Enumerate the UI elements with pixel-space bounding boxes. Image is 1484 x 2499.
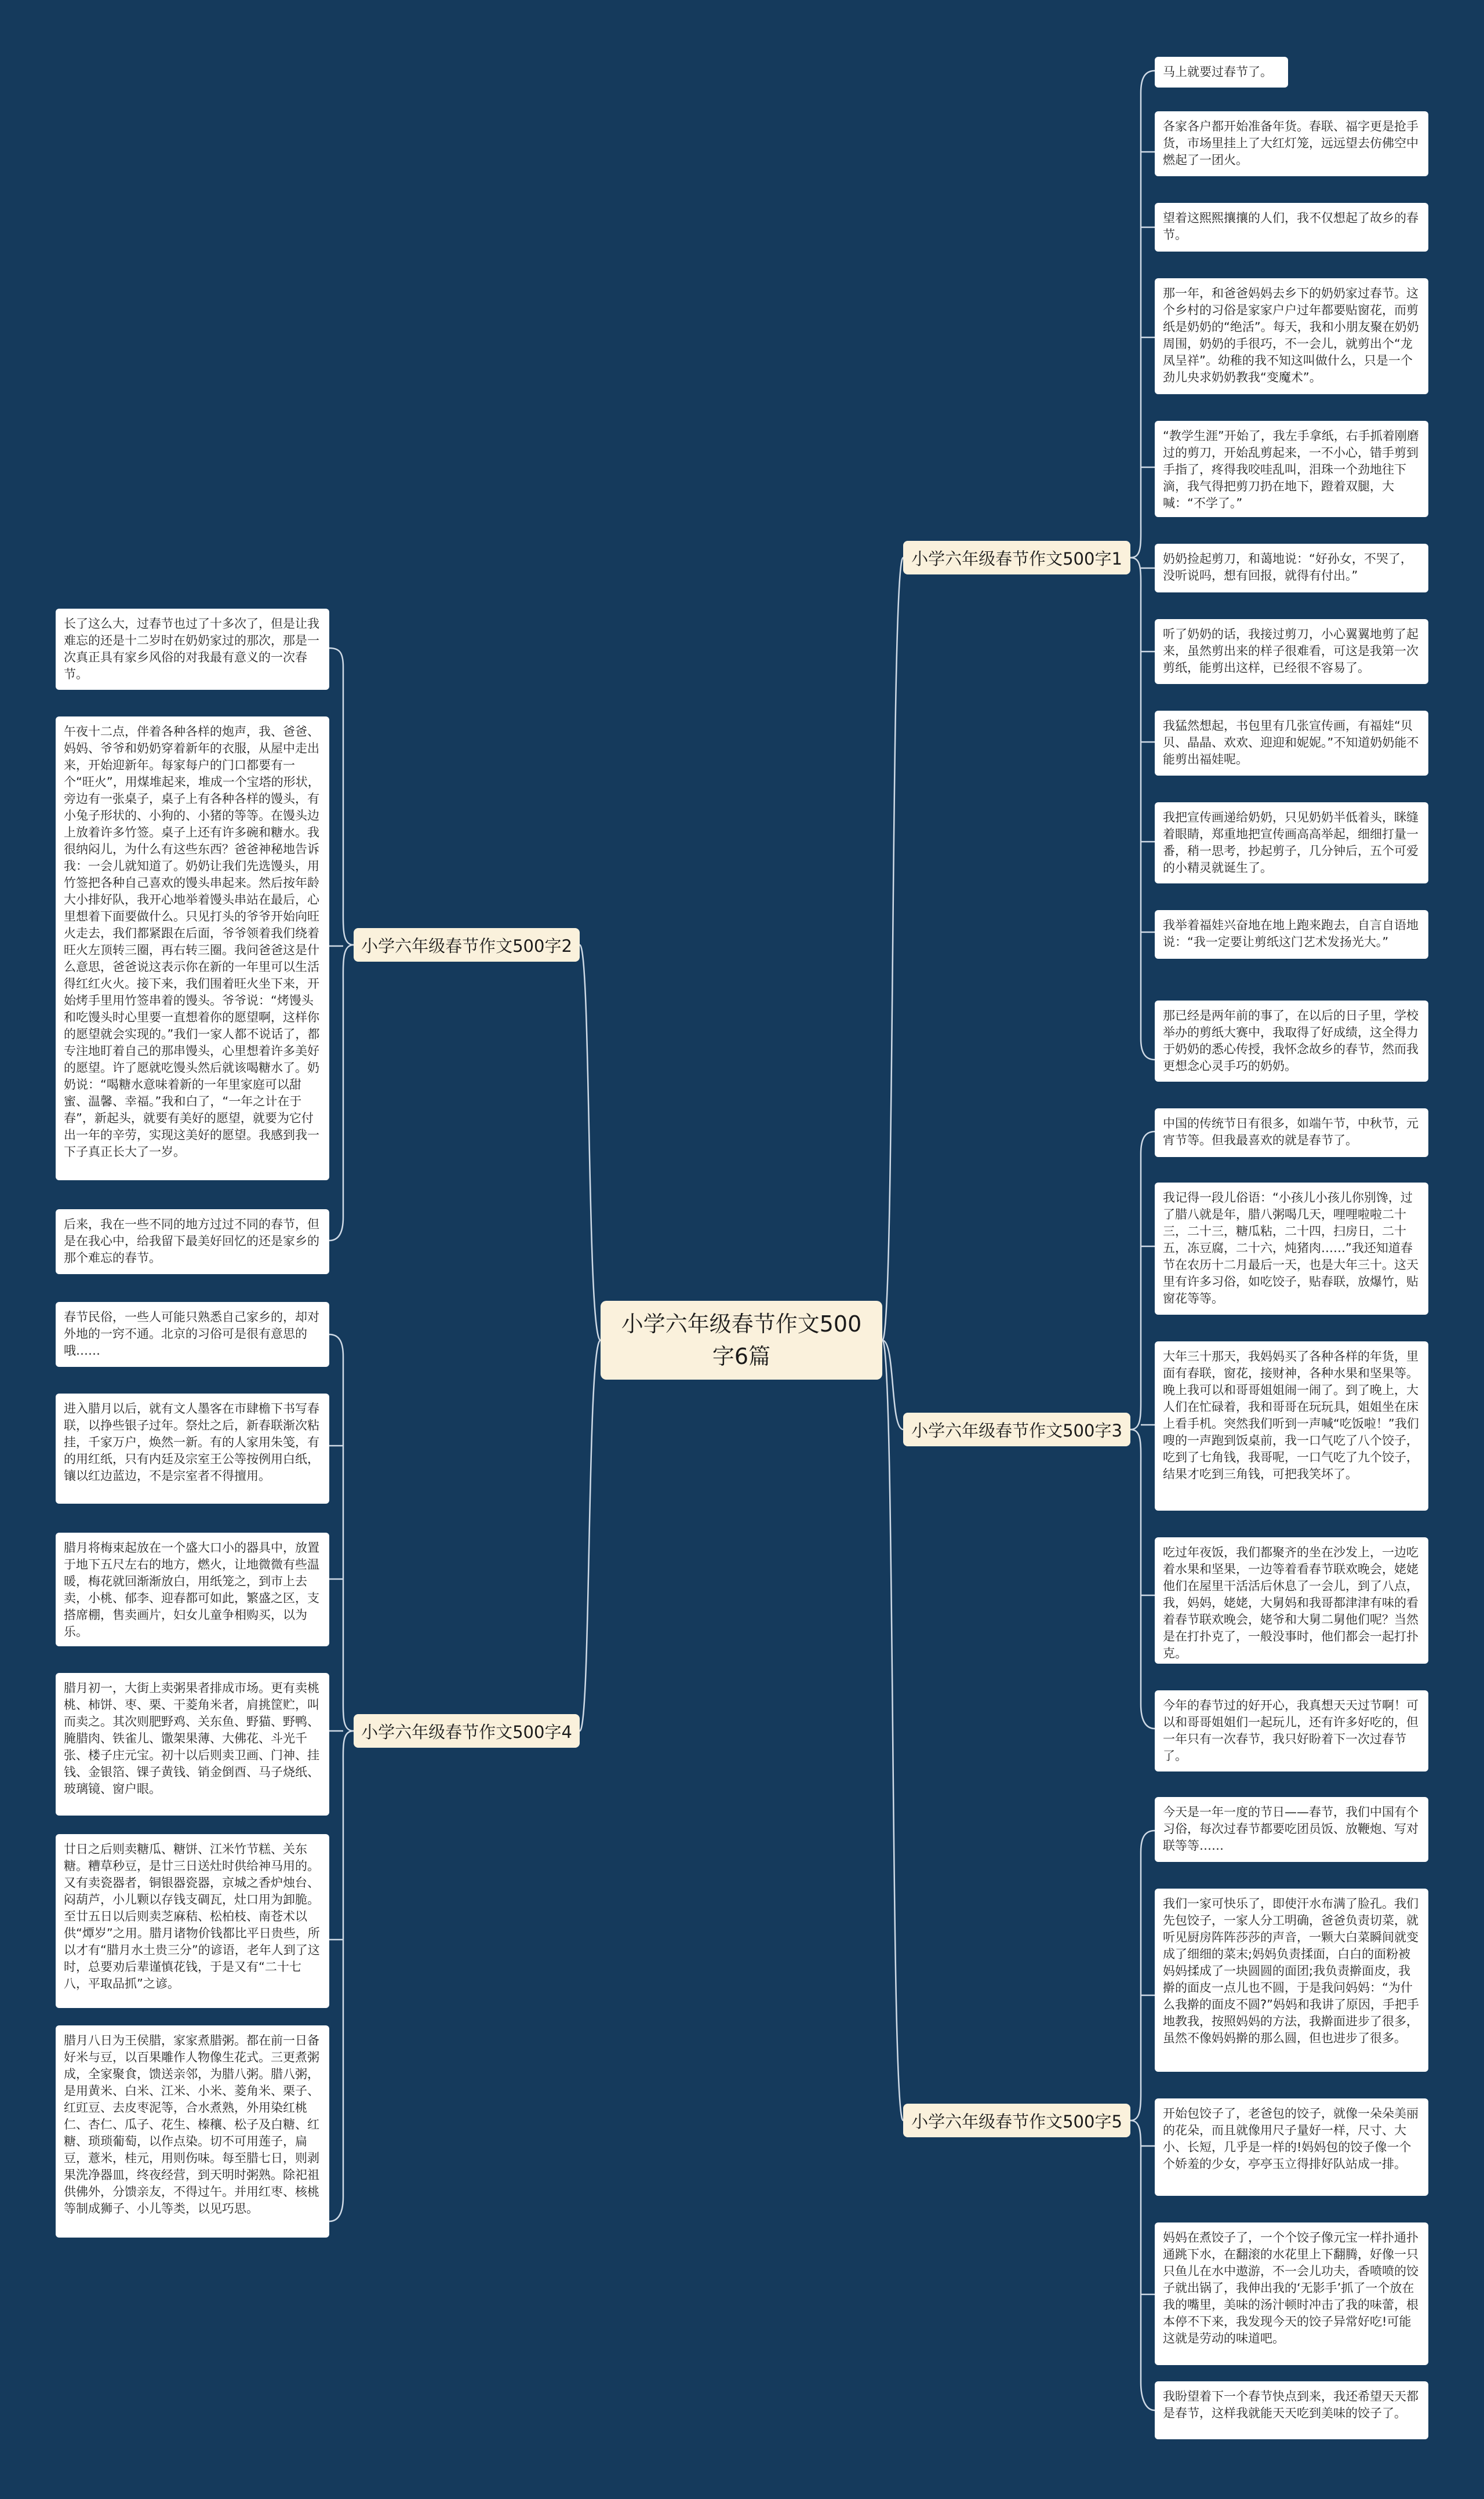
leaf-note[interactable]: 我记得一段儿俗语：“小孩儿小孩儿你别馋，过了腊八就是年，腊八粥喝几天，哩哩啦啦二十三，二十三，糖瓜粘，二十四，扫房日，二十五，冻豆腐，二十六，炖猪肉……”我还知道春节在农历十二月最后一天，也是大年三十。这天里有许多习俗，如吃饺子，贴春联，放爆竹，贴窗花等等。 [1155,1183,1428,1315]
link-root-b2 [580,945,601,1340]
link-root-b4 [580,1340,601,1731]
branch-node-1[interactable] [903,541,1130,574]
leaf-note[interactable]: “教学生涯”开始了，我左手拿纸，右手抓着刚磨过的剪刀，开始乱剪起来，一不小心，错手剪到手指了，疼得我咬哇乱叫，泪珠一个劲地往下滴，我气得把剪刀扔在地下，蹬着双腿，大喊：“不学了。” [1155,421,1428,517]
ticks-b1 [1141,152,1155,932]
bracket-b4 [329,1334,354,1731]
leaf-note[interactable]: 进入腊月以后，就有文人墨客在市肆檐下书写春联，以挣些银子过年。祭灶之后，新春联渐次粘挂，千家万户，焕然一新。有的人家用朱笺，有的用红纸，只有内廷及宗室王公等按例用白纸，镶以红边蓝边，不是宗室者不得擅用。 [56,1394,329,1504]
leaf-note[interactable]: 开始包饺子了，老爸包的饺子，就像一朵朵美丽的花朵，而且就像用尺子量好一样，尺寸、大小、长短，几乎是一样的!妈妈包的饺子像一个个娇羞的少女，亭亭玉立得排好队站成一排。 [1155,2098,1428,2196]
bracket-b2-lower [329,945,354,1241]
branch-node-4[interactable] [354,1714,580,1748]
leaf-note[interactable]: 腊月八日为王侯腊，家家煮腊粥。都在前一日备好米与豆，以百果雕作人物像生花式。三更煮粥成，全家聚食，馈送亲邻，为腊八粥。腊八粥，是用黄米、白米、江米、小米、菱角米、栗子、红豇豆、去皮枣泥等，合水煮熟，外用染红桃仁、杏仁、瓜子、花生、榛穰、松子及白糖、红糖、琐琐葡萄，以作点染。切不可用莲子，扁豆，薏米，桂元，用则伤味。每至腊七日，则剥果洗净器皿，终夜经营，到天明时粥熟。除祀祖供佛外，分馈亲友，不得过午。并用红枣、核桃等制成狮子、小儿等类，以见巧思。 [56,2025,329,2238]
leaf-note[interactable]: 我猛然想起，书包里有几张宣传画，有福娃“贝贝、晶晶、欢欢、迎迎和妮妮。”不知道奶奶能不能剪出福娃呢。 [1155,711,1428,776]
leaf-note[interactable]: 我们一家可快乐了，即使汗水布满了脸孔。我们先包饺子，一家人分工明确，爸爸负责切菜，就听见厨房阵阵莎莎的声音，一颗大白菜瞬间就变成了细细的菜末;妈妈负责揉面，白白的面粉被妈妈揉成了一块圆圆的面团;我负责擀面皮，我擀的面皮一点儿也不圆，于是我问妈妈：“为什么我擀的面皮不圆?”妈妈和我讲了原因，手把手地教我，按照妈妈的方法，我擀面进步了很多，虽然不像妈妈擀的那么圆，但也进步了很多。 [1155,1889,1428,2072]
leaf-note[interactable]: 听了奶奶的话，我接过剪刀，小心翼翼地剪了起来，虽然剪出来的样子很难看，可这是我第一次剪纸，能剪出这样，已经很不容易了。 [1155,619,1428,684]
leaf-note[interactable]: 妈妈在煮饺子了，一个个饺子像元宝一样扑通扑通跳下水，在翻滚的水花里上下翻腾，好像一只只鱼儿在水中遨游，不一会儿功夫，香喷喷的饺子就出锅了，我伸出我的‘无影手’抓了一个放在我的嘴里，美味的汤汁顿时冲击了我的味蕾，根本停不下来，我发现今天的饺子异常好吃!可能这就是劳动的味道吧。 [1155,2222,1428,2365]
leaf-note[interactable]: 吃过年夜饭，我们都聚齐的坐在沙发上，一边吃着水果和坚果，一边等着看春节联欢晚会，姥姥他们在屋里干活活后休息了一会儿，到了八点，我，妈妈，姥姥，大舅妈和我哥都津津有味的看着春节联欢晚会，姥爷和大舅二舅他们呢？当然是在打扑克了，一般没事时，他们都会一起打扑克。 [1155,1537,1428,1664]
bracket-b1-lower [1130,558,1155,1060]
leaf-note[interactable]: 腊月初一，大街上卖粥果者排成市场。更有卖桃桃、柿饼、枣、栗、干菱角米者，肩挑筐贮，叫而卖之。其次则肥野鸡、关东鱼、野猫、野鸭、腌腊肉、铁雀儿、馓架果薄、大佛花、斗光千张、楼子庄元宝。初十以后则卖卫画、门神、挂钱、金银箔、锞子黄钱、销金倒酉、马子烧纸、玻璃镜、窗户眼。 [56,1673,329,1816]
bracket-b5 [1130,1831,1155,2120]
leaf-note[interactable]: 大年三十那天，我妈妈买了各种各样的年货，里面有春联，窗花，接财神，各种水果和坚果等。晚上我可以和哥哥姐姐闹一闹了。到了晚上，大人们在忙碌着，我和哥哥在玩玩具，姐姐坐在床上看手机。突然我们听到一声喊“吃饭啦！”我们嗖的一声跑到饭桌前，我一口气吃了八个饺子，吃到了七角钱，我哥呢，一口气吃了九个饺子，结果才吃到三角钱，可把我笑坏了。 [1155,1341,1428,1511]
ticks-b3 [1141,1246,1155,1595]
link-root-b5 [882,1340,903,2120]
ticks-b5 [1141,1995,1155,2294]
root-node[interactable] [601,1301,882,1380]
bracket-b5-lower [1130,2120,1155,2410]
leaf-note[interactable]: 廿日之后则卖糖瓜、糖饼、江米竹节糕、关东糖。糟草秒豆，是廿三日送灶时供给神马用的。又有卖瓷器者，铜银器瓷器，京城之香炉烛台、闷葫芦，小儿颗以存钱支碉瓦，灶口用为卸脆。至廿五日以后则卖芝麻秸、松柏枝、南苍术以供“燂岁”之用。腊月诸物价钱都比平日贵些，所以才有“腊月水土贵三分”的谚语，老年人到了这时，总要劝后辈谨慎花钱，于是又有“二十七八，平取品抓”之谚。 [56,1834,329,2008]
leaf-note[interactable]: 奶奶捡起剪刀，和蔼地说：“好孙女，不哭了，没听说吗，想有回报，就得有付出。” [1155,544,1428,592]
bracket-b4-lower [329,1731,354,2221]
leaf-note[interactable]: 各家各户都开始准备年货。春联、福字更是抢手货，市场里挂上了大红灯笼，远远望去仿佛空中燃起了一团火。 [1155,111,1428,176]
leaf-note[interactable]: 望着这熙熙攘攘的人们，我不仅想起了故乡的春节。 [1155,203,1428,252]
branch-node-5[interactable] [903,2104,1130,2137]
leaf-note[interactable]: 春节民俗，一些人可能只熟悉自己家乡的，却对外地的一窍不通。北京的习俗可是很有意思的哦…… [56,1302,329,1367]
leaf-note[interactable]: 马上就要过春节了。 [1155,57,1288,88]
bracket-b3-lower [1130,1429,1155,1729]
leaf-note[interactable]: 后来，我在一些不同的地方过过不同的春节，但是在我心中，给我留下最美好回忆的还是家乡的那个难忘的春节。 [56,1209,329,1274]
ticks-b4 [329,1446,343,1940]
branch-node-3[interactable] [903,1413,1130,1446]
root-title: 小学六年级春节作文500字6篇 [621,1311,862,1369]
bracket-b2 [329,648,354,945]
branch-label: 小学六年级春节作文500字3 [911,1420,1122,1441]
branch-label: 小学六年级春节作文500字4 [361,1722,572,1742]
leaf-note[interactable]: 我把宣传画递给奶奶，只见奶奶半低着头，眯缝着眼睛，郑重地把宣传画高高举起，细细打量一番，稍一思考，抄起剪子，几分钟后，五个可爱的小精灵就诞生了。 [1155,802,1428,883]
leaf-note[interactable]: 今天是一年一度的节日——春节，我们中国有个习俗，每次过春节都要吃团员饭、放鞭炮、写对联等等…… [1155,1797,1428,1862]
leaf-note[interactable]: 长了这么大，过春节也过了十多次了，但是让我难忘的还是十二岁时在奶奶家过的那次，那是一次真正具有家乡风俗的对我最有意义的一次春节。 [56,609,329,690]
leaf-note[interactable]: 那已经是两年前的事了，在以后的日子里，学校举办的剪纸大赛中，我取得了好成绩，这全得力于奶奶的悉心传授，我怀念故乡的春节，然而我更想念心灵手巧的奶奶。 [1155,1001,1428,1082]
leaf-note[interactable]: 午夜十二点，伴着各种各样的炮声，我、爸爸、妈妈、爷爷和奶奶穿着新年的衣服，从屋中走出来，开始迎新年。每家每户的门口都要有一个“旺火”，用煤堆起来，堆成一个宝塔的形状，旁边有一张桌子，桌子上有各种各样的馒头，有小兔子形状的、小狗的、小猪的等等。在馒头边上放着许多竹签。桌子上还有许多碗和糖水。我很纳闷儿，为什么有这些东西？爸爸神秘地告诉我：一会儿就知道了。奶奶让我们先选馒头，用竹签把各种自己喜欢的馒头串起来。然后按年龄大小排好队，我开心地举着馒头串站在最后，心里想着下面要做什么。只见打头的爷爷开始向旺火走去，我们都紧跟在后面，爷爷领着我们绕着旺火左顶转三圈，再右转三圈。我问爸爸这是什么意思，爸爸说这表示你在新的一年里可以生活得红红火火。接下来，我们围着旺火坐下来，开始烤手里用竹签串着的馒头。爷爷说：“烤馒头和吃馒头时心里要一直想着你的愿望啊，这样你的愿望就会实现的。”我们一家人都不说话了，都专注地盯着自己的那串馒头，心里想着许多美好的愿望。许了愿就吃馒头然后就该喝糖水了。奶奶说：“喝糖水意味着新的一年里家庭可以甜蜜、温馨、幸福。”我和白了，“一年之计在于春”，新起头，就要有美好的愿望，就要为它付出一年的辛劳，实现这美好的愿望。我感到我一下子真正长大了一岁。 [56,716,329,1180]
leaf-note[interactable]: 腊月将梅束起放在一个盛大口小的器具中，放置于地下五尺左右的地方，燃火，让地微微有些温暖，梅花就回渐渐放白，用纸笼之，到市上去卖，小桃、郁李、迎春都可如此，繁盛之区，支搭席棚，售卖画片，妇女儿童争相购买，以为乐。 [56,1533,329,1646]
bracket-b3 [1130,1132,1155,1429]
bracket-b1 [1130,71,1155,558]
link-root-b1 [882,558,903,1340]
leaf-note[interactable]: 我盼望着下一个春节快点到来，我还希望天天都是春节，这样我就能天天吃到美味的饺子了。 [1155,2381,1428,2439]
branch-label: 小学六年级春节作文500字1 [911,548,1122,569]
leaf-note[interactable]: 我举着福娃兴奋地在地上跑来跑去，自言自语地说：“我一定要让剪纸这门艺术发扬光大。” [1155,910,1428,959]
branch-node-2[interactable] [354,928,580,962]
leaf-note[interactable]: 今年的春节过的好开心，我真想天天过节啊！可以和哥哥姐姐们一起玩儿，还有许多好吃的，但一年只有一次春节，我只好盼着下一次过春节了。 [1155,1690,1428,1772]
branch-label: 小学六年级春节作文500字2 [361,936,572,956]
leaf-note[interactable]: 中国的传统节日有很多，如端午节，中秋节，元宵节等。但我最喜欢的就是春节了。 [1155,1108,1428,1157]
branch-label: 小学六年级春节作文500字5 [911,2111,1122,2131]
leaf-note[interactable]: 那一年，和爸爸妈妈去乡下的奶奶家过春节。这个乡村的习俗是家家户户过年都要贴窗花，而剪纸是奶奶的“绝活”。每天，我和小朋友聚在奶奶周围，奶奶的手很巧，不一会儿，就剪出个“龙凤呈祥”。幼稚的我不知这叫做什么，只是一个劲儿央求奶奶教我“变魔术”。 [1155,278,1428,394]
